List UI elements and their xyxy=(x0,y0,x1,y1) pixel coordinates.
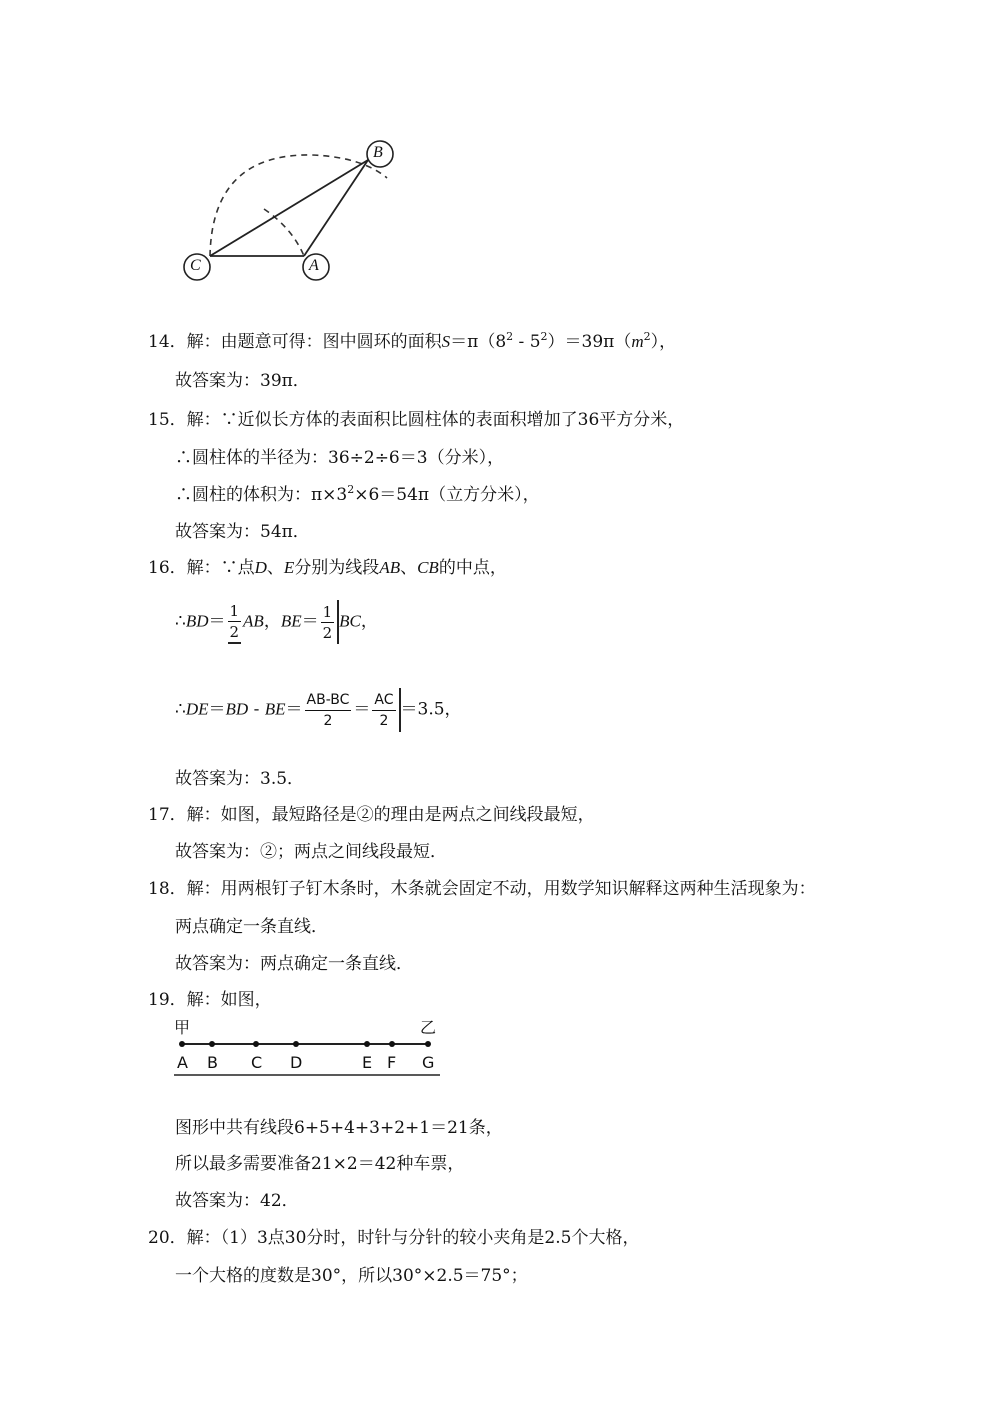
q14-sup2: 2 xyxy=(540,330,548,343)
q17-answer: 故答案为：②；两点之间线段最短． xyxy=(175,842,447,862)
end-label: 乙 xyxy=(420,1018,437,1037)
point-label-b: B xyxy=(207,1053,218,1072)
q16-sep: 、 xyxy=(266,558,284,578)
triangle-figure xyxy=(172,133,408,293)
q16-minus: - xyxy=(248,699,265,720)
point-a-label: A xyxy=(309,257,319,274)
q14-sup1: 2 xyxy=(506,330,514,343)
q16-var-ab: AB xyxy=(379,558,401,577)
q16-bd: BD xyxy=(185,611,209,631)
point-a xyxy=(179,1041,185,1047)
fraction-half-2 xyxy=(321,602,335,643)
fraction-num: AC xyxy=(374,691,394,708)
point-d xyxy=(293,1041,299,1047)
q16-eq-a: ＝ xyxy=(208,699,226,720)
q18-number: 18． xyxy=(148,879,187,899)
point-c xyxy=(253,1041,259,1047)
q16-eq: ＝ xyxy=(208,611,226,632)
q14-close: ）＝39π（ xyxy=(547,332,632,352)
q15-line2: ∴圆柱体的半径为：36÷2÷6＝3（分米）， xyxy=(175,448,505,468)
fraction-den: 2 xyxy=(305,710,352,731)
q14-text: 解：由题意可得：图中圆环的面积 xyxy=(186,332,442,352)
point-e xyxy=(364,1041,370,1047)
fraction-half-1 xyxy=(228,601,242,644)
q14-sup3: 2 xyxy=(643,330,651,343)
segment-cb xyxy=(210,160,368,256)
q16-answer: 故答案为：3.5． xyxy=(175,769,305,789)
q16-eq-c: ＝ xyxy=(353,699,371,720)
q19-line1 xyxy=(148,985,272,1010)
q15-line3-b: ×6＝54π（立方分米）， xyxy=(354,485,540,505)
q14-var-m: m xyxy=(631,332,644,351)
fraction-ab-bc xyxy=(305,690,352,731)
q16-eq2: ＝ xyxy=(301,611,319,632)
q16-therefore-1: ∴ xyxy=(175,611,186,632)
q16-bc: BC xyxy=(339,611,361,631)
q16-be-2: BE xyxy=(264,699,286,719)
q15-line3-sup: 2 xyxy=(347,483,355,496)
q20-line1 xyxy=(148,1223,639,1248)
q14-line1 xyxy=(148,327,676,352)
q19-line2: 图形中共有线段6+5+4+3+2+1＝21条， xyxy=(175,1118,503,1138)
q19-answer: 故答案为：42． xyxy=(175,1191,299,1211)
fraction-ac xyxy=(372,690,395,731)
q19-text: 解：如图， xyxy=(186,990,272,1010)
q20-number: 20． xyxy=(148,1228,187,1248)
segment-ab xyxy=(304,160,368,256)
q16-text-a: 解：∵点 xyxy=(186,558,255,578)
q16-line2 xyxy=(175,600,378,644)
q16-therefore-2: ∴ xyxy=(175,699,186,720)
q16-line3 xyxy=(175,688,462,732)
q16-comma: ， xyxy=(263,611,281,632)
q18-text: 解：用两根钉子钉木条时，木条就会固定不动，用数学知识解释这两种生活现象为： xyxy=(186,879,816,899)
q16-de: DE xyxy=(185,699,209,719)
q16-var-cb: CB xyxy=(417,558,439,577)
q14-answer: 故答案为：39π． xyxy=(175,371,310,391)
q19-line3: 所以最多需要准备21×2＝42种车票， xyxy=(175,1154,465,1174)
fraction-den: 2 xyxy=(228,621,242,644)
point-label-a: A xyxy=(177,1053,188,1072)
q20-text: 解：（1）3点30分时，时针与分针的较小夹角是2.5个大格， xyxy=(186,1228,640,1248)
q16-text-c: 的中点， xyxy=(438,558,507,578)
q16-number: 16． xyxy=(148,558,187,578)
q18-line2: 两点确定一条直线． xyxy=(175,917,328,937)
q15-answer: 故答案为：54π． xyxy=(175,522,310,542)
q16-text-b: 分别为线段 xyxy=(294,558,380,578)
q16-var-d: D xyxy=(254,558,267,577)
fraction-num: 1 xyxy=(322,602,333,621)
q16-end: ， xyxy=(360,611,378,632)
q16-ab: AB xyxy=(243,611,264,631)
q16-result: ＝3.5， xyxy=(400,699,462,720)
point-c-label: C xyxy=(190,257,201,274)
q14-end: ）， xyxy=(650,332,677,352)
q17-text: 解：如图，最短路径是②的理由是两点之间线段最短， xyxy=(186,805,595,825)
q14-eq: ＝π（8 xyxy=(450,332,507,352)
q16-eq-b: ＝ xyxy=(285,699,303,720)
q16-sep2: 、 xyxy=(400,558,418,578)
q15-number: 15． xyxy=(148,410,187,430)
point-label-g: G xyxy=(422,1053,435,1072)
q17-number: 17． xyxy=(148,805,187,825)
q16-be: BE xyxy=(280,611,302,631)
fraction-den: 2 xyxy=(322,623,333,642)
point-label-d: D xyxy=(290,1053,303,1072)
point-f xyxy=(389,1041,395,1047)
q18-answer: 故答案为：两点确定一条直线． xyxy=(175,954,413,974)
dashed-arc-small xyxy=(264,209,304,256)
point-g xyxy=(425,1041,431,1047)
point-label-c: C xyxy=(251,1053,263,1072)
point-b xyxy=(209,1041,215,1047)
q20-line2: 一个大格的度数是30°，所以30°×2.5＝75°； xyxy=(175,1266,528,1286)
fraction-num: 1 xyxy=(229,601,240,620)
q16-bd-2: BD xyxy=(225,699,249,719)
q15-line1 xyxy=(148,405,684,430)
q15-text: 解：∵近似长方体的表面积比圆柱体的表面积增加了36平方分米， xyxy=(186,410,685,430)
q17-line1 xyxy=(148,800,595,825)
fraction-num: AB-BC xyxy=(306,691,350,708)
q18-line1 xyxy=(148,874,816,899)
q15-line3 xyxy=(175,480,540,505)
line-segment-figure xyxy=(172,1015,442,1077)
q14-minus: - 5 xyxy=(513,332,541,352)
fraction-den: 2 xyxy=(372,710,395,731)
q15-line3-a: ∴圆柱的体积为：π×3 xyxy=(175,485,348,505)
start-label: 甲 xyxy=(174,1018,191,1037)
point-label-e: E xyxy=(362,1053,373,1072)
q16-line1 xyxy=(148,553,507,578)
q16-var-e: E xyxy=(283,558,295,577)
q14-number: 14． xyxy=(148,332,187,352)
point-b-label: B xyxy=(373,144,383,161)
q14-var-s: S xyxy=(441,332,451,351)
q19-number: 19． xyxy=(148,990,187,1010)
point-label-f: F xyxy=(387,1053,397,1072)
